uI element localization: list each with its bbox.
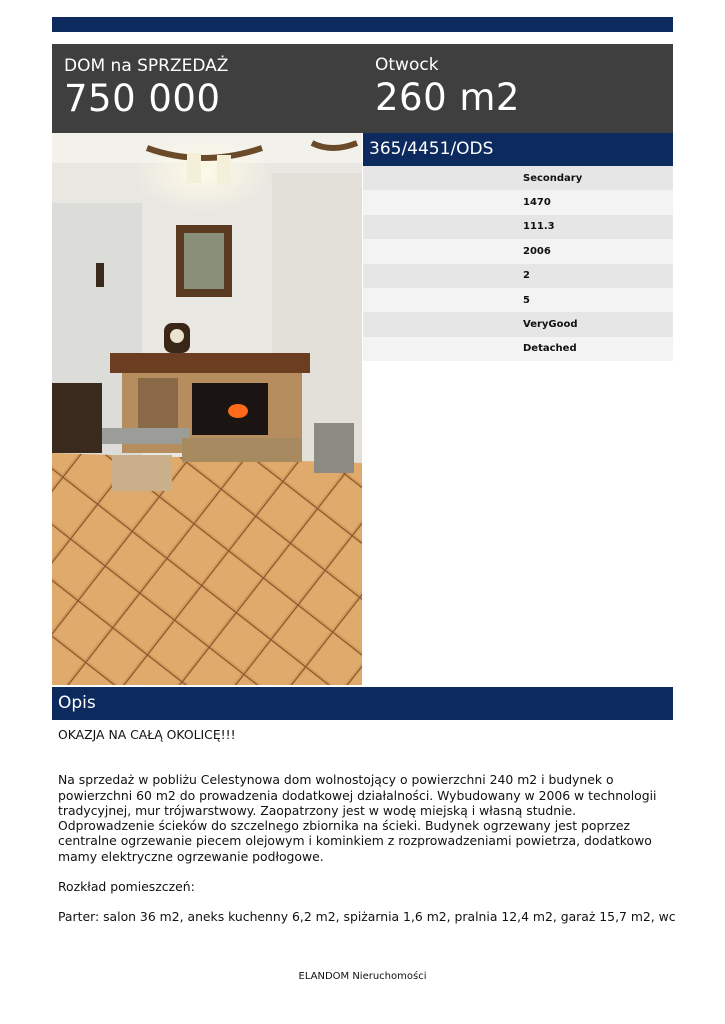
footer-agency: ELANDOM Nieruchomości xyxy=(298,971,427,982)
spec-value: Detached xyxy=(523,343,577,355)
header-left xyxy=(64,56,228,121)
description-heading: Opis xyxy=(52,687,673,720)
spec-value: 111.3 xyxy=(523,221,555,233)
description-line: Odprowadzenie ścieków do szczelnego zbiornika na ścieki. Budynek ogrzewany jest poprzez xyxy=(58,818,631,834)
spec-value: VeryGood xyxy=(523,319,578,331)
spec-row xyxy=(363,166,673,190)
spec-value: 2 xyxy=(523,270,530,282)
description-line: Na sprzedaż w pobliżu Celestynowa dom wolnostojący o powierzchni 240 m2 i budynek o xyxy=(58,772,614,788)
spec-row xyxy=(363,312,673,336)
description-line: mamy elektryczne ogrzewanie podłogowe. xyxy=(58,848,324,864)
top-accent-bar xyxy=(52,17,673,32)
spec-row xyxy=(363,190,673,214)
spec-row xyxy=(363,288,673,312)
header-right xyxy=(375,55,520,120)
description-line: centralne ogrzewanie piecem olejowym i kominkiem z rozprowadzeniami powietrza, dodatkowo xyxy=(58,833,652,849)
fireplace-room-image xyxy=(52,133,362,685)
description-line: tradycyjnej, mur trójwarstwowy. Zaopatrzony jest w wodę miejską i własną studnie. xyxy=(58,802,577,818)
description-headline: OKAZJA NA CAŁĄ OKOLICĘ!!! xyxy=(58,727,236,742)
spec-row xyxy=(363,337,673,361)
spec-row xyxy=(363,264,673,288)
city-label: Otwock xyxy=(375,55,439,75)
listing-header xyxy=(52,44,673,133)
property-photo xyxy=(52,133,362,685)
ground-floor-rooms: Parter: salon 36 m2, aneks kuchenny 6,2 m2, spiżarnia 1,6 m2, pralnia 12,4 m2, garaż 15,7 m2, wc xyxy=(58,909,676,925)
reference-number: 365/4451/ODS xyxy=(363,133,673,166)
description-body xyxy=(58,727,676,925)
layout-label: Rozkład pomieszczeń: xyxy=(58,879,195,895)
description-line: powierzchni 60 m2 do prowadzenia dodatkowej działalności. Wybudowany w 2006 w technologii xyxy=(58,787,657,803)
spec-value: 5 xyxy=(523,294,530,306)
spec-value: 1470 xyxy=(523,197,551,209)
spec-row xyxy=(363,215,673,239)
price: 750 000 xyxy=(64,77,221,120)
spec-row xyxy=(363,239,673,263)
spec-value: 2006 xyxy=(523,245,551,257)
spec-value: Secondary xyxy=(523,172,583,184)
specs-table xyxy=(363,166,673,361)
property-type-label: DOM na SPRZEDAŻ xyxy=(64,56,229,76)
area: 260 m2 xyxy=(375,76,520,119)
